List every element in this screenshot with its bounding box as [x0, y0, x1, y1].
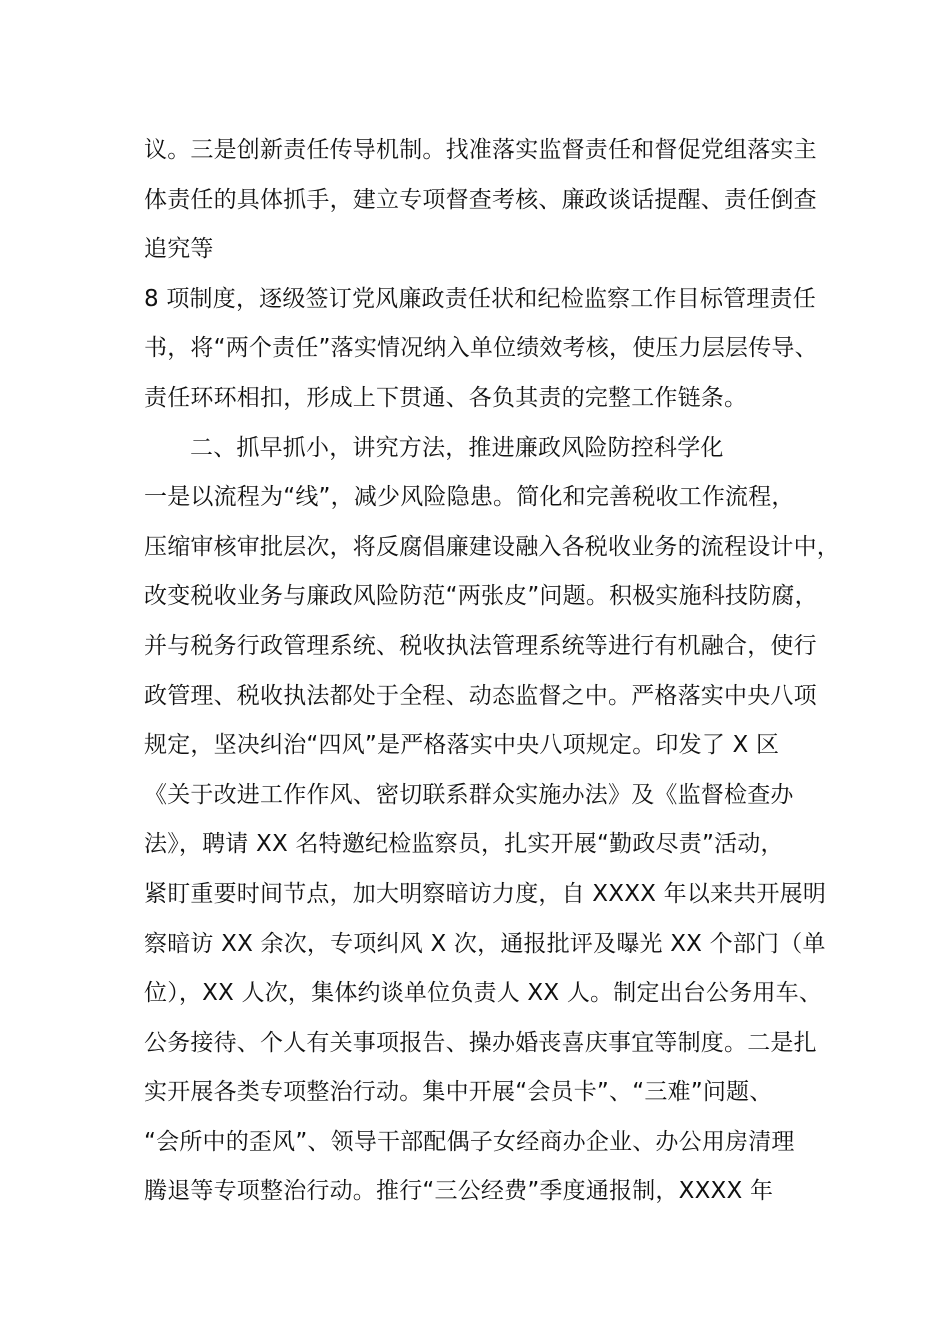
- text-line: 书，将“两个责任”落实情况纳入单位绩效考核，使压力层层传导、: [144, 335, 818, 362]
- text-line: 腾退等专项整治行动。推行“三公经费”季度通报制，XXXX 年: [144, 1178, 774, 1205]
- text-line: 法》，聘请 XX 名特邀纪检监察员，扎实开展“勤政尽责”活动，: [144, 831, 784, 858]
- text-line: 实开展各类专项整治行动。集中开展“会员卡”、“三难”问题、: [144, 1079, 773, 1106]
- text-line: 责任环环相扣，形成上下贯通、各负其责的完整工作链条。: [144, 384, 748, 411]
- text-line: 改变税收业务与廉政风险防范“两张皮”问题。积极实施科技防腐，: [144, 583, 818, 610]
- text-line: 一是以流程为“线”，减少风险隐患。简化和完善税收工作流程，: [144, 484, 795, 511]
- text-line: 察暗访 XX 余次，专项纠风 X 次，通报批评及曝光 XX 个部门（单: [144, 930, 826, 957]
- text-line: 体责任的具体抓手，建立专项督查考核、廉政谈话提醒、责任倒查: [144, 186, 817, 213]
- text-line: 压缩审核审批层次，将反腐倡廉建设融入各税收业务的流程设计中，: [144, 533, 840, 560]
- body-text: [144, 126, 840, 1217]
- text-line: 8 项制度，逐级签订党风廉政责任状和纪检监察工作目标管理责任: [144, 285, 816, 312]
- text-line: 追究等: [144, 236, 214, 263]
- text-line: 位），XX 人次，集体约谈单位负责人 XX 人。制定出台公务用车、: [144, 980, 823, 1007]
- text-line: 并与税务行政管理系统、税收执法管理系统等进行有机融合，使行: [144, 632, 817, 659]
- text-line: 议。三是创新责任传导机制。找准落实监督责任和督促党组落实主: [144, 137, 817, 163]
- section-heading: 二、抓早抓小，讲究方法，推进廉政风险防控科学化: [190, 434, 724, 461]
- text-line: 政管理、税收执法都处于全程、动态监督之中。严格落实中央八项: [144, 682, 817, 709]
- text-line: “会所中的歪风”、领导干部配偶子女经商办企业、办公用房清理: [144, 1128, 795, 1155]
- text-line: 公务接待、个人有关事项报告、操办婚丧喜庆事宜等制度。二是扎: [144, 1029, 817, 1056]
- text-line: 规定，坚决纠治“四风”是严格落实中央八项规定。印发了 X 区: [144, 732, 780, 759]
- text-line: 《关于改进工作作风、密切联系群众实施办法》及《监督检查办: [144, 781, 794, 808]
- text-line: 紧盯重要时间节点，加大明察暗访力度，自 XXXX 年以来共开展明: [144, 880, 827, 907]
